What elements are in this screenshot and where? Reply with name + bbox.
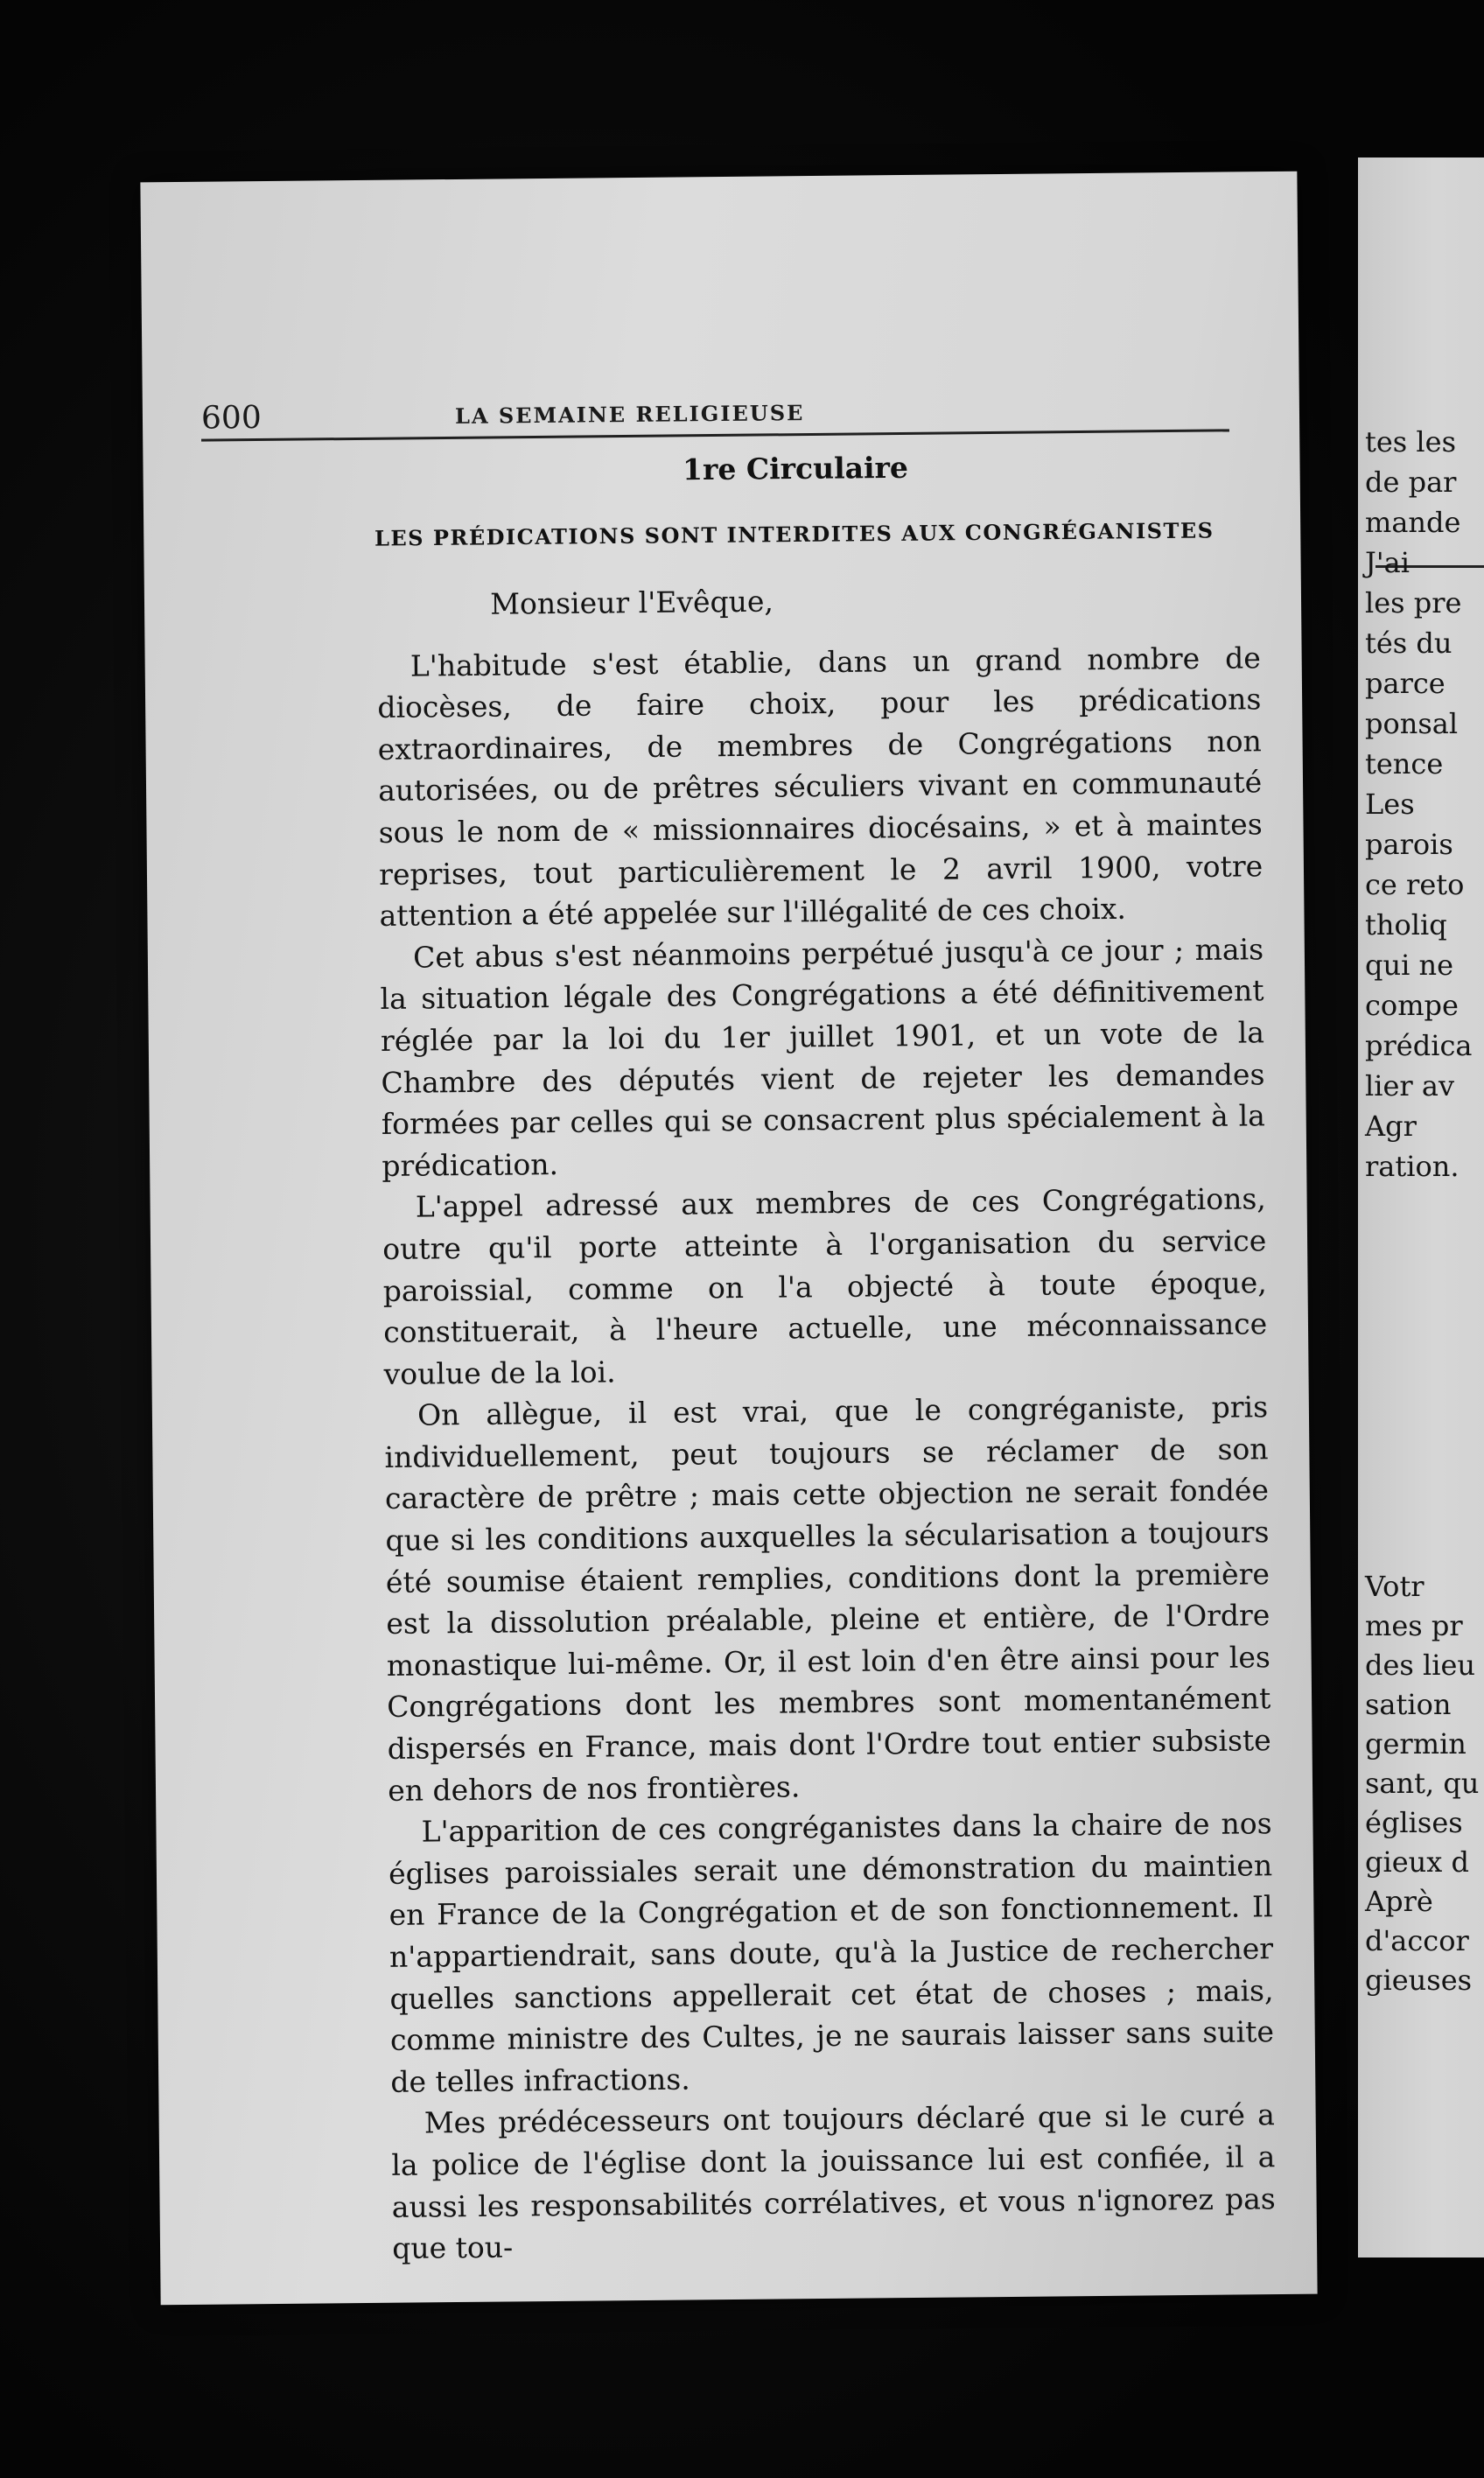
right-page-line: lier av [1365, 1069, 1455, 1102]
paragraph: Mes prédécesseurs ont toujours déclaré que si le curé a la police de l'église dont la jouissance lui est confiée, il a aussi les responsabilités corrélatives, et vous n'ignorez pas que tou- [391, 2097, 1276, 2266]
right-page-line: gieux d [1365, 1845, 1469, 1879]
right-page-line: J'ai [1365, 546, 1410, 579]
right-page-line: Les [1365, 788, 1415, 821]
circular-subtitle: LES PRÉDICATIONS SONT INTERDITES AUX CONGRÉGANISTES [374, 517, 1214, 551]
right-page-line: ponsal [1365, 707, 1459, 740]
right-page-line: Aprè [1365, 1885, 1433, 1918]
paragraph: On allègue, il est vrai, que le congréganiste, pris individuellement, peut toujours se réclamer de son caractère de prêtre ; mais cette objection ne serait fondée que si les conditions auxquelles la sécularisation a toujours été soumise étaient remplies, conditions dont la première est la dissolution préalable, pleine et entière, de l'Ordre monastique lui-même. Or, il est loin d'en être ainsi pour les Congrégations dont les membres sont momentanément dispersés en France, mais dont l'Ordre tout entier subsiste en dehors de nos frontières. [384, 1390, 1271, 1808]
right-page-line: tés du [1365, 626, 1452, 660]
paragraph: Cet abus s'est néanmoins perpétué jusqu'à ce jour ; mais la situation légale des Congrégations a été définitivement réglée par la loi du 1er juillet 1901, et un vote de la Chambre des députés vient de rejeter les demandes formées par celles qui se consacrent plus spécialement à la prédication. [380, 932, 1266, 1183]
right-page-line: qui ne [1365, 948, 1454, 982]
journal-title: LA SEMAINE RELIGIEUSE [454, 400, 805, 429]
right-page-line: tence [1365, 747, 1444, 780]
right-page-line: églises [1365, 1806, 1463, 1839]
paragraph: L'habitude s'est établie, dans un grand nombre de diocèses, de faire choix, pour les prédications extraordinaires, de membres de Congrégations non autorisées, ou de prêtres séculiers vivant en communauté sous le nom de « missionnaires diocésains, » et à maintes reprises, tout particulièrement le 2 avril 1900, votre attention a été appelée sur l'illégalité de ces choix. [377, 640, 1264, 934]
right-page-line: parce [1365, 667, 1446, 700]
salutation: Monsieur l'Evêque, [490, 584, 774, 621]
right-page-line: germin [1365, 1727, 1466, 1760]
paragraph: L'apparition de ces congréganistes dans la chaire de nos églises paroissiales serait une démonstration du maintien en France de la Congrégation et de son fonctionnement. Il n'appartiendrait, sans doute, qu'à la Justice de rechercher quelles sanctions appellerait cet état de choses ; mais, comme ministre des Cultes, je ne saurais laisser sans suite de telles infractions. [388, 1806, 1275, 2099]
right-page-line: prédica [1365, 1029, 1473, 1062]
right-page-line: sant, qu [1365, 1767, 1480, 1800]
book-page-right-partial [1358, 158, 1484, 2258]
right-page-line: d'accor [1365, 1924, 1469, 1957]
right-page-line: mande [1365, 506, 1461, 539]
right-page-line: tholiq [1365, 908, 1447, 942]
circular-body [376, 576, 1276, 2269]
right-page-line: parois [1365, 828, 1453, 861]
right-page-line: ce reto [1365, 868, 1465, 901]
right-page-line: de par [1365, 466, 1457, 499]
right-page-line: ration. [1365, 1150, 1460, 1183]
circular-title: 1re Circulaire [682, 450, 909, 487]
right-page-line: compe [1365, 989, 1459, 1022]
right-page-line: Agr [1365, 1110, 1417, 1143]
right-page-line: les pre [1365, 586, 1462, 620]
page-number: 600 [200, 400, 262, 437]
right-page-line: gieuses [1365, 1964, 1473, 1997]
right-page-line: tes les [1365, 425, 1456, 458]
right-page-line: des lieu [1365, 1648, 1476, 1682]
right-page-line: sation [1365, 1688, 1452, 1721]
right-page-line: Votr [1365, 1570, 1424, 1603]
paragraph: L'appel adressé aux membres de ces Congrégations, outre qu'il porte atteinte à l'organisation du service paroissial, comme on l'a objecté à toute époque, constituerait, à l'heure actuelle, une méconnaissance voulue de la loi. [382, 1181, 1268, 1391]
right-page-line: mes pr [1365, 1609, 1463, 1642]
